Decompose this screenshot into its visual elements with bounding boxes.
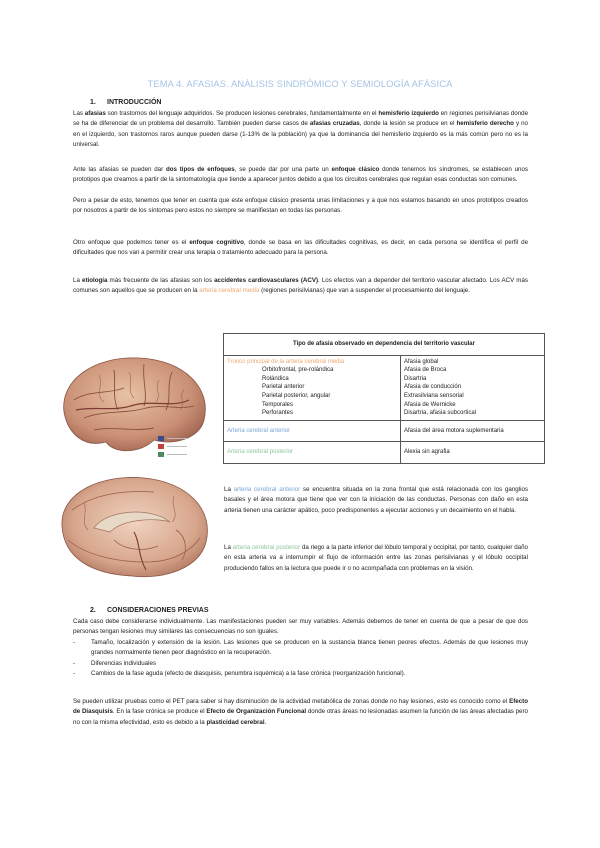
aphasia-type: Afasia de Broca <box>404 367 447 374</box>
mca-branch: Parietal posterior, angular <box>262 392 331 399</box>
section-2-number: 2. <box>90 607 96 614</box>
list-item: - Cambios de la fase aguda (efecto de diasquisis, penumbra isquémica) a la fase crónica (reorganización funcional). <box>73 669 528 679</box>
aphasia-type: Afasia de Wernicke <box>404 401 456 408</box>
paragraph-enfoque-cognitivo: Otro enfoque que podemos tener es el enfoque cognitivo, donde se basa en las dificultades cognitivas, es decir, en cada persona se identifica el perfil de dificultades que nos van a permitir crear una terapia o tratamiento adecuado para la persona. <box>73 239 529 257</box>
pca-cell: Arteria cerebral posterior <box>224 442 401 464</box>
section-1-heading: INTRODUCCIÓN <box>107 99 162 106</box>
paragraph-diasquisis: Se pueden utilizar pruebas como el PET para saber si hay disminución de la actividad metabólica de zonas donde no hay lesiones, esto es conocido como el Efecto de Diasquisis. En la fase crónica se produce el Efecto de Organización Funcional donde otras áreas no lesionadas asumen la función de las áreas afectadas pero no con la misma efectividad, esto es debido a la plasticidad cerebral. <box>73 698 528 726</box>
vascular-territory-table <box>223 333 545 464</box>
aphasia-type: Afasia global <box>404 358 439 365</box>
aphasia-type: Disartria, afasia subcortical <box>404 410 477 417</box>
legend-swatch-green <box>158 452 164 457</box>
paragraph-arteria-posterior: La arteria cerebral posterior da riego a la parte inferior del lóbulo temporal y occipital, por tanto, cualquier daño en esta arteria va a interrumpir el flujo de información entre las zonas perisilvianas y el lóbulo occipital produciendo fallos en la lectura que puede ir o no acompañada con problemas en la visión. <box>224 544 528 572</box>
figure-legend <box>158 434 198 458</box>
table-cell-right <box>401 355 545 420</box>
mca-branch: Rolándica <box>262 375 289 382</box>
brain-medial-view-image <box>54 470 216 588</box>
mca-branch: Temporales <box>262 401 294 408</box>
section-1-number: 1. <box>90 99 96 106</box>
paragraph-arteria-anterior: La arteria cerebral anterior se encuentra situada en la zona frontal que está relacionada con los ganglios basales y el área motora que tiene que ver con la iniciación de las conductas. Personas con daño en esta arteria tienen una carácter apático, poco predisponentes a ejecutar acciones y un decaimiento en el habla. <box>224 486 528 514</box>
document-title: TEMA 4. AFASIAS. ANÁLISIS SINDRÓMICO Y SEMIOLOGÍA AFÁSICA <box>147 78 453 89</box>
paragraph-etiologia: La etiología más frecuente de las afasias son los accidentes cardiovasculares (ACV). Los efectos van a depender del territorio vascular afectado. Los ACV más comunes son aquellos que se producen en la arteria cerebral media (regiones perisilvianas) que van a suspender el procesamiento del lenguaje. <box>73 277 528 295</box>
section-2-heading: CONSIDERACIONES PREVIAS <box>107 607 209 614</box>
list-item: - Tamaño, localización y extensión de la lesión. Las lesiones que se producen en la sustancia blanca tienen peores efectos. Además de que lesiones muy grandes normalmente tienen peor diagnóstico en la recuperación. <box>73 638 528 659</box>
mca-branch: Parietal anterior <box>262 384 305 391</box>
aca-cell: Arteria cerebral anterior <box>224 420 401 442</box>
table-cell-left <box>224 355 401 420</box>
legend-swatch-red <box>158 444 164 449</box>
aphasia-type: Disartria <box>404 375 427 382</box>
pca-aphasia-cell: Alexia sin agrafia <box>401 442 545 464</box>
table-row <box>224 442 545 464</box>
paragraph-enfoques: Ante las afasias se pueden dar dos tipos de enfoques, se puede dar por una parte un enfoque clásico donde tenemos los síndromes, se establecen unos prototipos que creamos a partir de la sintomatología que tiende a aparecer juntos debido a que los circuitos cerebrales que regulan esas conductas son comunes. <box>73 166 528 184</box>
aca-aphasia-cell: Afasia del área motora suplementaria <box>401 420 545 442</box>
mca-branch: Orbitofrontal, pre-rolándica <box>262 367 334 374</box>
table-header-row <box>224 334 545 356</box>
table-header: Tipo de afasia observado en dependencia del territorio vascular <box>224 334 545 356</box>
table-row <box>224 420 545 442</box>
paragraph-consideraciones: Cada caso debe considerarse individualmente. Las manifestaciones pueden ser muy variables. Además debemos de tener en cuenta de que a pesar de que dos personas tengan lesiones muy similares las consecuencias no son iguales. <box>73 618 528 636</box>
legend-swatch-blue <box>158 436 164 441</box>
paragraph-limitaciones: Pero a pesar de esto, tenemos que tener en cuenta que este enfoque clásico presenta unas limitaciones y a que nos estamos basando en unos prototipos creados por nosotros a partir de los síntomas pero estos no siempre se manifiestan en todas las personas. <box>73 197 528 215</box>
table-row <box>224 355 545 420</box>
legend-item-1 <box>158 434 198 442</box>
mca-branch: Perforantes <box>262 410 294 417</box>
paragraph-afasias-definition: Las afasias son trastornos del lenguaje adquiridos. Se producen lesiones cerebrales, fundamentalmente en el hemisferio izquierdo en regiones perisilvianas donde se ha de diferenciar de un problema del desarrollo. También pueden darse casos de afasias cruzadas, donde la lesión se produce en el hemisferio derecho y no en el izquierdo, son trastornos raros aunque pueden darse (1-13% de la población) ya que la dominancia del hemisferio izquierdo es la más común pero no es la universal. <box>73 110 529 149</box>
considerations-list <box>73 638 528 680</box>
mca-trunk-title: Tronco principal de la arteria cerebral media <box>227 358 345 365</box>
aphasia-type: Afasia de conducción <box>404 384 462 391</box>
aphasia-type: Extrasilviana sensorial <box>404 392 464 399</box>
list-item: - Diferencias individuales <box>73 659 528 669</box>
legend-item-3 <box>158 450 198 458</box>
legend-item-2 <box>158 442 198 450</box>
